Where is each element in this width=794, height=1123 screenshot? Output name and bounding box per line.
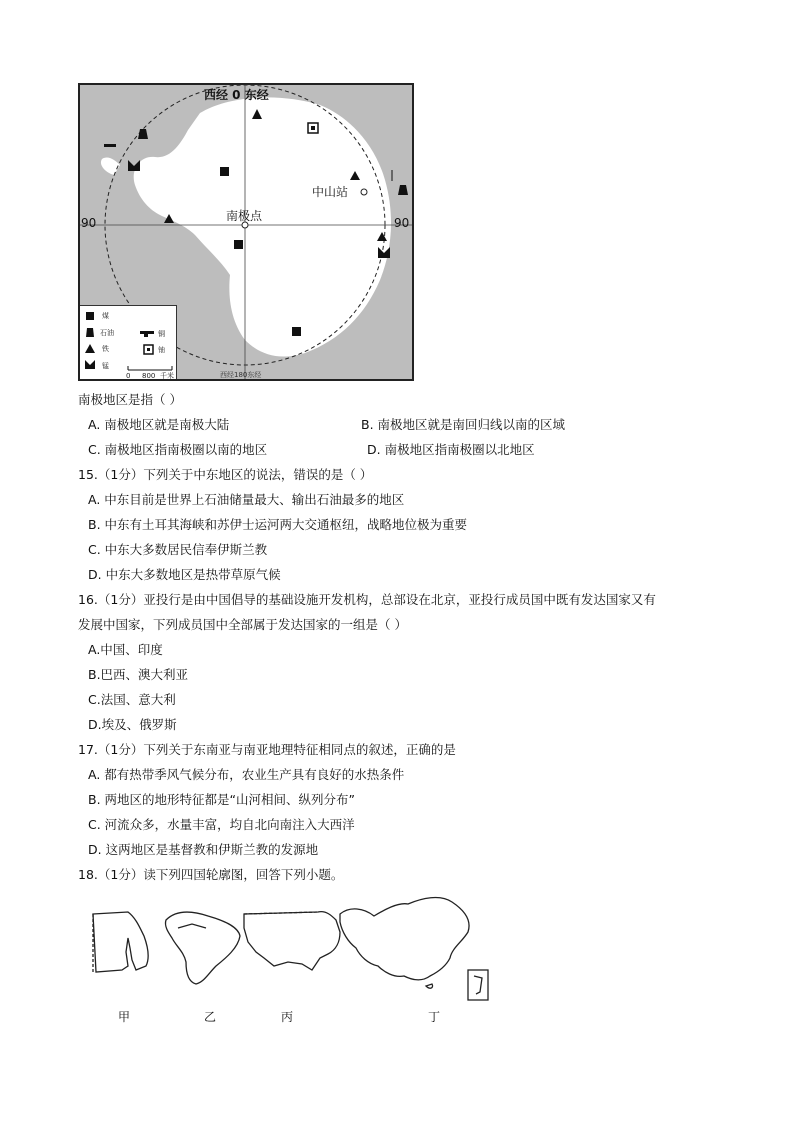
legend-iron-label: 铁 [102, 345, 109, 353]
legend-scale-unit: 千米 [160, 372, 174, 380]
country-outlines [88, 892, 500, 1007]
q18-stem: 18.（1分）读下列四国轮廓图，回答下列小题。 [78, 867, 344, 882]
outline-jia [93, 912, 148, 972]
map-legend [80, 305, 177, 381]
q17-stem: 17.（1分）下列关于东南亚与南亚地理特征相同点的叙述，正确的是 [78, 742, 456, 757]
outline-bing [244, 912, 340, 970]
q15-option-c: C. 中东大多数居民信奉伊斯兰教 [88, 542, 268, 557]
outline-ding [340, 898, 488, 1000]
q16-option-b: B.巴西、澳大利亚 [88, 667, 189, 682]
q15-stem: 15.（1分）下列关于中东地区的说法，错误的是（ ） [78, 467, 373, 482]
q14-option-a: A. 南极地区就是南极大陆 [88, 417, 230, 432]
q16-option-d: D.埃及、俄罗斯 [88, 717, 177, 732]
legend-coal-label: 煤 [102, 312, 109, 320]
map-east-90-label: 90 [394, 216, 410, 230]
outline-label-ding: 丁 [428, 1010, 441, 1024]
outline-label-jia: 甲 [118, 1010, 131, 1024]
outline-label-bing: 丙 [281, 1010, 294, 1024]
map-bottom-label: 西经180东经 [220, 371, 262, 379]
legend-oil-label: 石油 [100, 329, 114, 337]
south-pole-label: 南极点 [226, 209, 263, 223]
legend-scale-zero: 0 [126, 372, 131, 380]
q17-option-a: A. 都有热带季风气候分布，农业生产具有良好的水热条件 [88, 767, 405, 782]
legend-scale-value: 800 [142, 372, 156, 380]
zhongshan-label: 中山站 [312, 185, 349, 199]
q15-option-b: B. 中东有土耳其海峡和苏伊士运河两大交通枢纽，战略地位极为重要 [88, 517, 468, 532]
q17-option-b: B. 两地区的地形特征都是“山河相间、纵列分布” [88, 792, 355, 807]
q14-option-d: D. 南极地区指南极圈以北地区 [367, 442, 535, 457]
map-west-90-label: 90 [81, 216, 97, 230]
q17-option-c: C. 河流众多，水量丰富，均自北向南注入大西洋 [88, 817, 355, 832]
q16-option-a: A.中国、印度 [88, 642, 163, 657]
q16-stem-line2: 发展中国家，下列成员国中全部属于发达国家的一组是（ ） [78, 617, 407, 632]
q14-option-b: B. 南极地区就是南回归线以南的区域 [361, 417, 566, 432]
q14-option-c: C. 南极地区指南极圈以南的地区 [88, 442, 268, 457]
q14-stem: 南极地区是指（ ） [78, 392, 182, 407]
coal-icon [220, 167, 229, 176]
antarctica-map [78, 83, 414, 381]
q15-option-a: A. 中东目前是世界上石油储量最大、输出石油最多的地区 [88, 492, 405, 507]
q16-option-c: C.法国、意大利 [88, 692, 176, 707]
coal-icon [292, 327, 301, 336]
q15-option-d: D. 中东大多数地区是热带草原气候 [88, 567, 281, 582]
legend-manganese-label: 锰 [102, 362, 109, 370]
q17-option-d: D. 这两地区是基督教和伊斯兰教的发源地 [88, 842, 319, 857]
outline-yi [165, 912, 240, 984]
coal-icon [234, 240, 243, 249]
outline-label-yi: 乙 [204, 1010, 217, 1024]
map-header-label: 西经 0 东经 [204, 88, 269, 102]
zhongshan-marker [361, 189, 367, 195]
legend-uranium-label: 铀 [158, 346, 165, 354]
legend-copper-label: 铜 [158, 330, 165, 338]
copper-icon [104, 144, 116, 147]
q16-stem-line1: 16.（1分）亚投行是由中国倡导的基础设施开发机构，总部设在北京，亚投行成员国中既有发达国家又有 [78, 592, 656, 607]
